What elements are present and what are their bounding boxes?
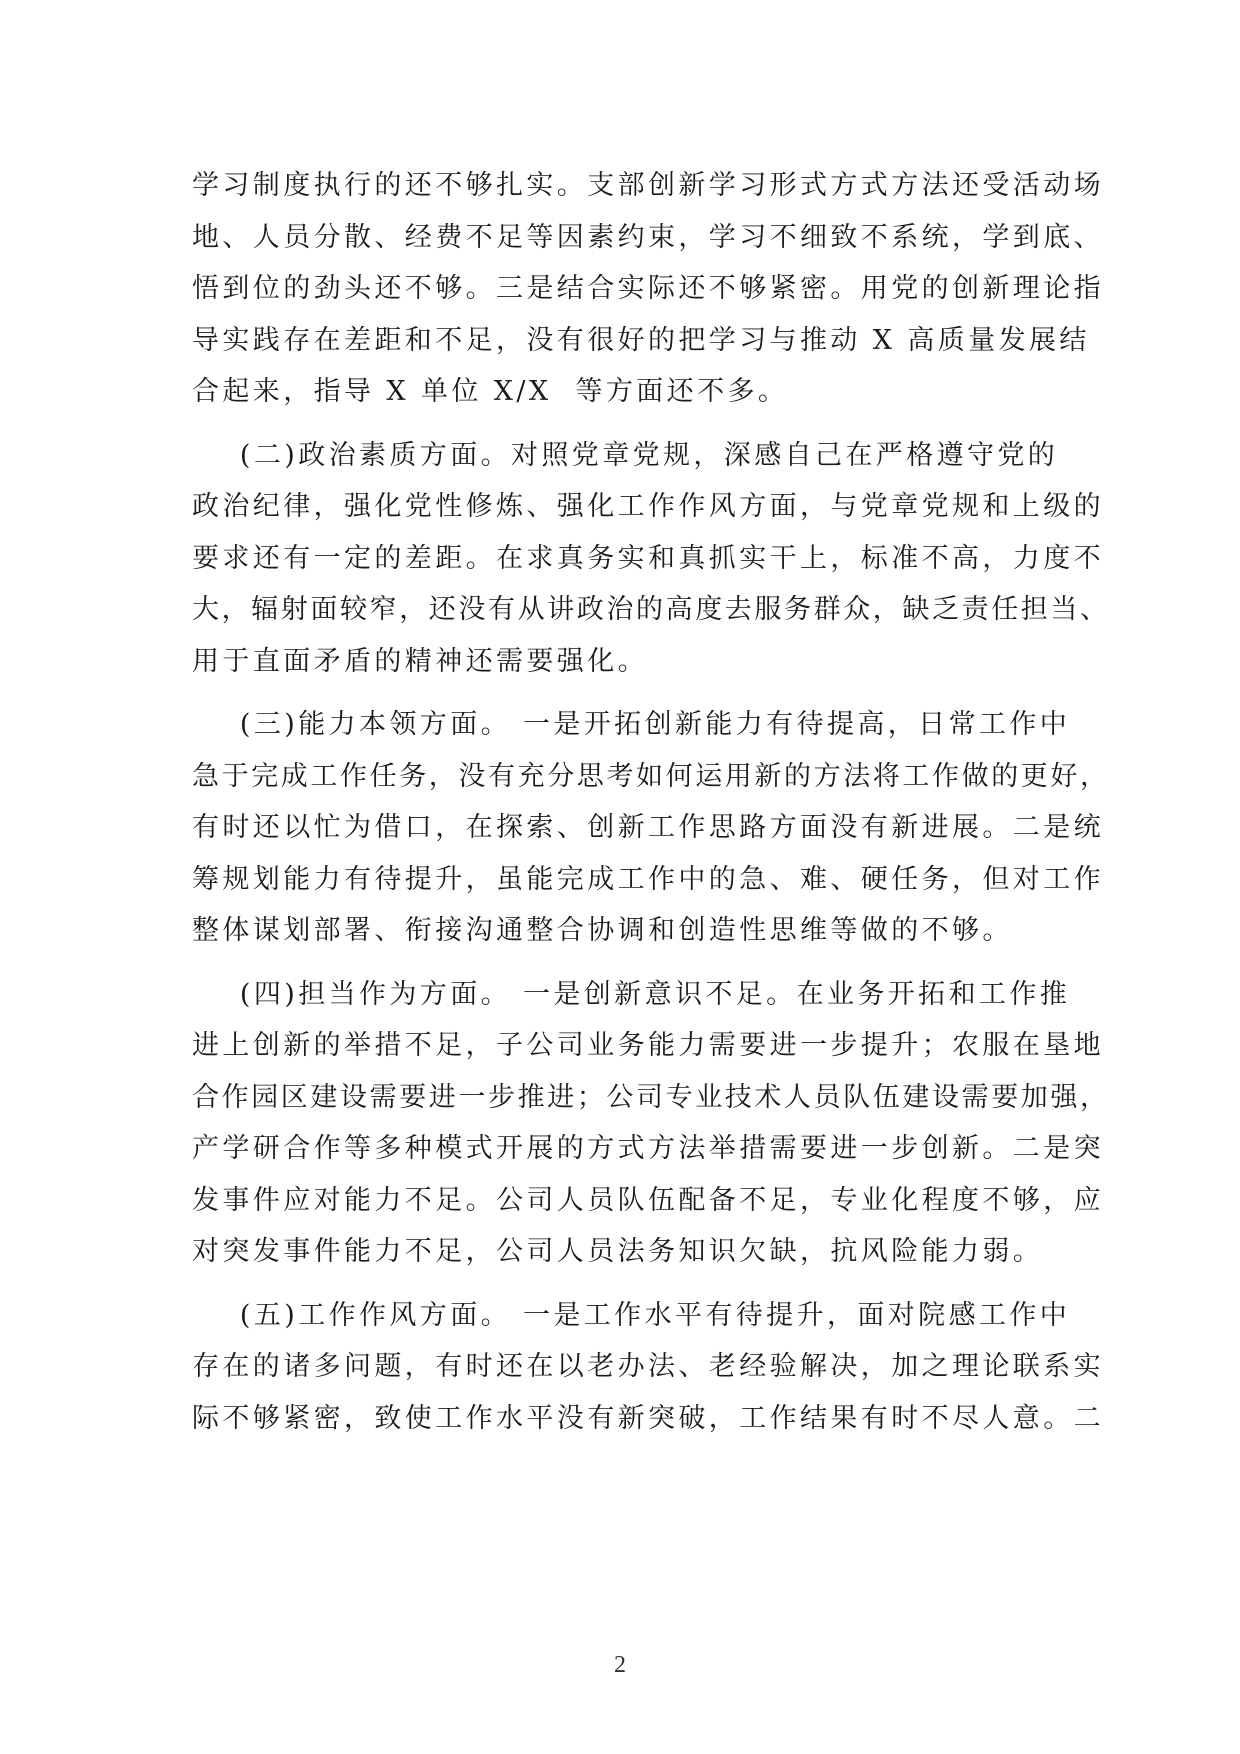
text-line: (三)能力本领方面。 一是开拓创新能力有待提高，日常工作中 (192, 709, 1071, 740)
text-line: (二)政治素质方面。对照党章党规，深感自己在严格遵守党的 (192, 439, 1059, 471)
text-line: 进上创新的举措不足，子公司业务能力需要进一步提升；农服在垦地 (192, 1030, 1104, 1061)
text-line: 学习制度执行的还不够扎实。支部创新学习形式方式方法还受活动场 (192, 170, 1104, 201)
text-line: 发事件应对能力不足。公司人员队伍配备不足，专业化程度不够，应 (192, 1184, 1104, 1216)
text-line: 有时还以忙为借口，在探索、创新工作思路方面没有新进展。二是统 (192, 812, 1104, 843)
text-line: (五)工作作风方面。 一是工作水平有待提升，面对院感工作中 (192, 1299, 1071, 1331)
text-line: 筹规划能力有待提升，虽能完成工作中的急、难、硬任务，但对工作 (192, 863, 1104, 895)
text-line: 急于完成工作任务，没有充分思考如何运用新的方法将工作做的更好， (192, 760, 1110, 792)
paragraph-responsibility (192, 969, 1110, 1278)
text-line: 合起来，指导 X 单位 X/X 等方面还不多。 (192, 376, 789, 407)
text-line: 悟到位的劲头还不够。三是结合实际还不够紧密。用党的创新理论指 (192, 273, 1104, 304)
text-line: 地、人员分散、经费不足等因素约束，学习不细致不系统，学到底、 (192, 221, 1104, 253)
text-line: 要求还有一定的差距。在求真务实和真抓实干上，标准不高，力度不 (192, 542, 1104, 574)
paragraph-political-quality (192, 430, 1110, 688)
text-line: 导实践存在差距和不足，没有很好的把学习与推动 X 高质量发展结 (192, 324, 1090, 356)
text-line: 大，辐射面较窄，还没有从讲政治的高度去服务群众，缺乏责任担当、 (192, 594, 1110, 625)
text-line: 产学研合作等多种模式开展的方式方法举措需要进一步创新。二是突 (192, 1133, 1104, 1164)
text-line: 存在的诸多问题，有时还在以老办法、老经验解决，加之理论联系实 (192, 1351, 1104, 1382)
paragraph-study (192, 160, 1104, 418)
text-line: (四)担当作为方面。 一是创新意识不足。在业务开拓和工作推 (192, 978, 1071, 1010)
page-number: 2 (614, 1652, 626, 1678)
paragraph-capability (192, 699, 1110, 957)
text-line: 对突发事件能力不足，公司人员法务知识欠缺，抗风险能力弱。 (192, 1236, 1044, 1267)
text-line: 用于直面矛盾的精神还需要强化。 (192, 645, 648, 677)
text-line: 合作园区建设需要进一步推进；公司专业技术人员队伍建设需要加强， (192, 1081, 1110, 1113)
paragraph-work-style (192, 1290, 1104, 1445)
document-body (192, 160, 1110, 1444)
text-line: 际不够紧密，致使工作水平没有新突破，工作结果有时不尽人意。二 (192, 1402, 1104, 1434)
text-line: 整体谋划部署、衔接沟通整合协调和创造性思维等做的不够。 (192, 915, 1013, 946)
text-line: 政治纪律，强化党性修炼、强化工作作风方面，与党章党规和上级的 (192, 491, 1104, 522)
